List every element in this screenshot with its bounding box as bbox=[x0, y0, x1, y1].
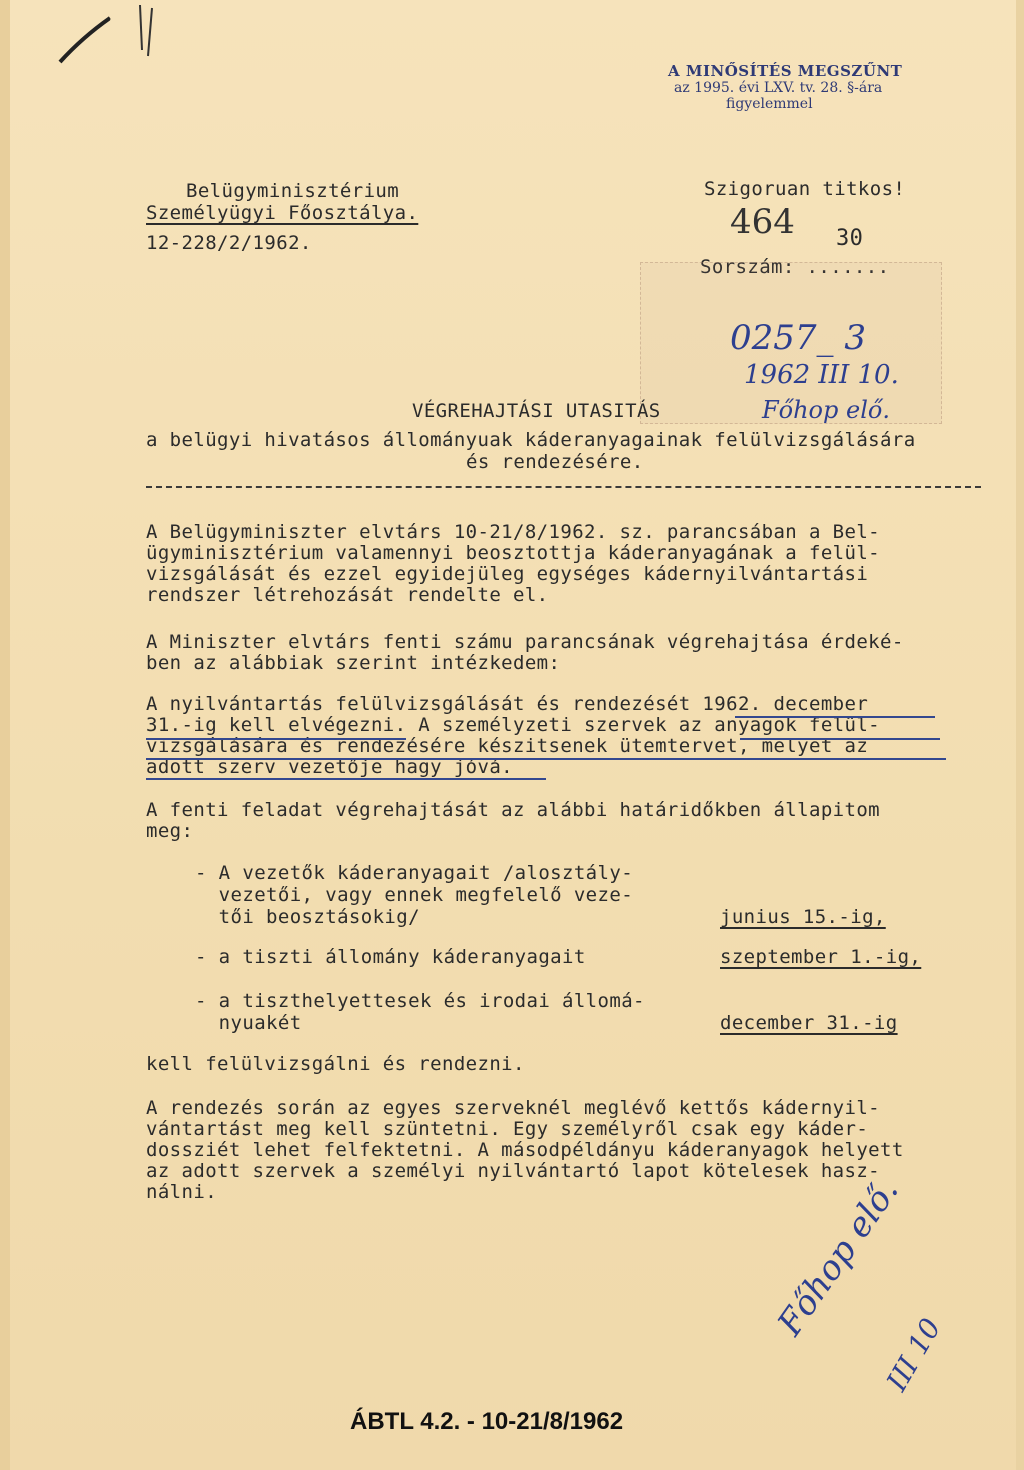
registry-number: 0257_ 3 bbox=[730, 318, 866, 358]
paragraph-1-line: rendszer létrehozását rendelte el. bbox=[146, 584, 549, 606]
document-subtitle-line-2: és rendezésére. bbox=[466, 451, 644, 473]
paragraph-3 bbox=[146, 694, 966, 778]
deadline-item-line: tői beosztásokig/ bbox=[195, 906, 420, 928]
serial-number-label: Sorszám: ....... bbox=[700, 256, 890, 278]
handwritten-note-line-1: Főhop elő. bbox=[770, 1171, 907, 1343]
paragraph-6-line: nálni. bbox=[146, 1181, 218, 1203]
paragraph-2-line: ben az alábbiak szerint intézkedem: bbox=[146, 652, 561, 674]
document-subtitle-line-1: a belügyi hivatásos állományuak káderanyagainak felülvizsgálására bbox=[146, 429, 916, 451]
paragraph-6-line: A rendezés során az egyes szerveknél meglévő kettős kádernyil- bbox=[146, 1097, 881, 1119]
deadline-item-line: - A vezetők káderanyagait /alosztály- bbox=[195, 862, 634, 884]
title-divider bbox=[146, 486, 981, 488]
paragraph-5-line: kell felülvizsgálni és rendezni. bbox=[146, 1053, 525, 1075]
pen-mark-graphic bbox=[30, 0, 160, 80]
stamp-line-2: az 1995. évi LXV. tv. 28. §-ára bbox=[674, 80, 883, 96]
deadline-date: szeptember 1.-ig, bbox=[720, 946, 922, 968]
stamp-line-3: figyelemmel bbox=[726, 96, 813, 112]
deadline-item-line: - a tiszti állomány káderanyagait bbox=[195, 946, 586, 968]
blue-underline bbox=[735, 716, 935, 718]
paragraph-3-line: vizsgálására és rendezésére készitsenek ütemtervet, melyet az bbox=[146, 735, 869, 757]
handwritten-number: 464 bbox=[730, 202, 795, 242]
paragraph-5 bbox=[146, 1054, 966, 1075]
paragraph-3-line: 31.-ig kell elvégezni. A személyzeti szervek az anyagok felül- bbox=[146, 714, 881, 736]
registry-initials: Főhop elő. bbox=[762, 396, 890, 424]
ministry-name: Belügyminisztérium bbox=[186, 180, 400, 202]
paragraph-1-line: A Belügyminiszter elvtárs 10-21/8/1962. sz. parancsában a Bel- bbox=[146, 521, 881, 543]
declassification-stamp bbox=[668, 62, 928, 112]
paragraph-1-line: ügyminisztérium valamennyi beosztottja káderanyagának a felül- bbox=[146, 542, 881, 564]
paragraph-6 bbox=[146, 1098, 966, 1203]
paragraph-1 bbox=[146, 522, 966, 606]
blue-underline bbox=[146, 738, 406, 740]
paragraph-6-line: vántartást meg kell szüntetni. Egy személyről csak egy káder- bbox=[146, 1118, 869, 1140]
page-left-edge bbox=[0, 0, 10, 1470]
deadline-date: december 31.-ig bbox=[720, 1012, 898, 1034]
handwritten-note-line-2: III 10 bbox=[880, 1312, 948, 1397]
department-name: Személyügyi Főosztálya. bbox=[146, 202, 419, 224]
paragraph-4-line: A fenti feladat végrehajtását az alábbi határidőkben állapitom bbox=[146, 799, 881, 821]
paragraph-4-line: meg: bbox=[146, 820, 194, 842]
paragraph-2 bbox=[146, 632, 966, 674]
paragraph-4 bbox=[146, 800, 966, 842]
blue-underline bbox=[146, 758, 946, 760]
blue-underline bbox=[740, 738, 940, 740]
copy-number: 30 bbox=[836, 226, 864, 251]
stamp-line-1: A MINŐSÍTÉS MEGSZŰNT bbox=[668, 62, 903, 80]
archive-reference: ÁBTL 4.2. - 10-21/8/1962 bbox=[350, 1408, 624, 1435]
paragraph-3-line: adott szerv vezetője hagy jóvá. bbox=[146, 756, 514, 778]
paragraph-6-line: dossziét lehet felfektetni. A másodpéldányu káderanyagok helyett bbox=[146, 1139, 904, 1161]
paragraph-3-line: A nyilvántartás felülvizsgálását és rendezését 1962. december bbox=[146, 693, 869, 715]
blue-underline bbox=[146, 778, 546, 780]
deadline-item-line: - a tiszthelyettesek és irodai állomá- bbox=[195, 990, 645, 1012]
paragraph-2-line: A Miniszter elvtárs fenti számu parancsának végrehajtása érdeké- bbox=[146, 631, 904, 653]
deadline-item-line: vezetői, vagy ennek megfelelő veze- bbox=[195, 884, 634, 906]
classification-label: Szigoruan titkos! bbox=[704, 178, 906, 200]
registry-date: 1962 III 10. bbox=[744, 360, 899, 390]
paragraph-1-line: vizsgálását és ezzel egyidejüleg egységes kádernyilvántartási bbox=[146, 563, 869, 585]
deadline-date: junius 15.-ig, bbox=[720, 906, 886, 928]
page-right-edge bbox=[1016, 0, 1024, 1470]
reference-number: 12-228/2/1962. bbox=[146, 232, 312, 254]
paragraph-6-line: az adott szervek a személyi nyilvántartó lapot kötelesek hasz- bbox=[146, 1160, 881, 1182]
document-title: VÉGREHAJTÁSI UTASITÁS bbox=[412, 400, 661, 422]
deadline-item-line: nyuakét bbox=[195, 1012, 302, 1034]
